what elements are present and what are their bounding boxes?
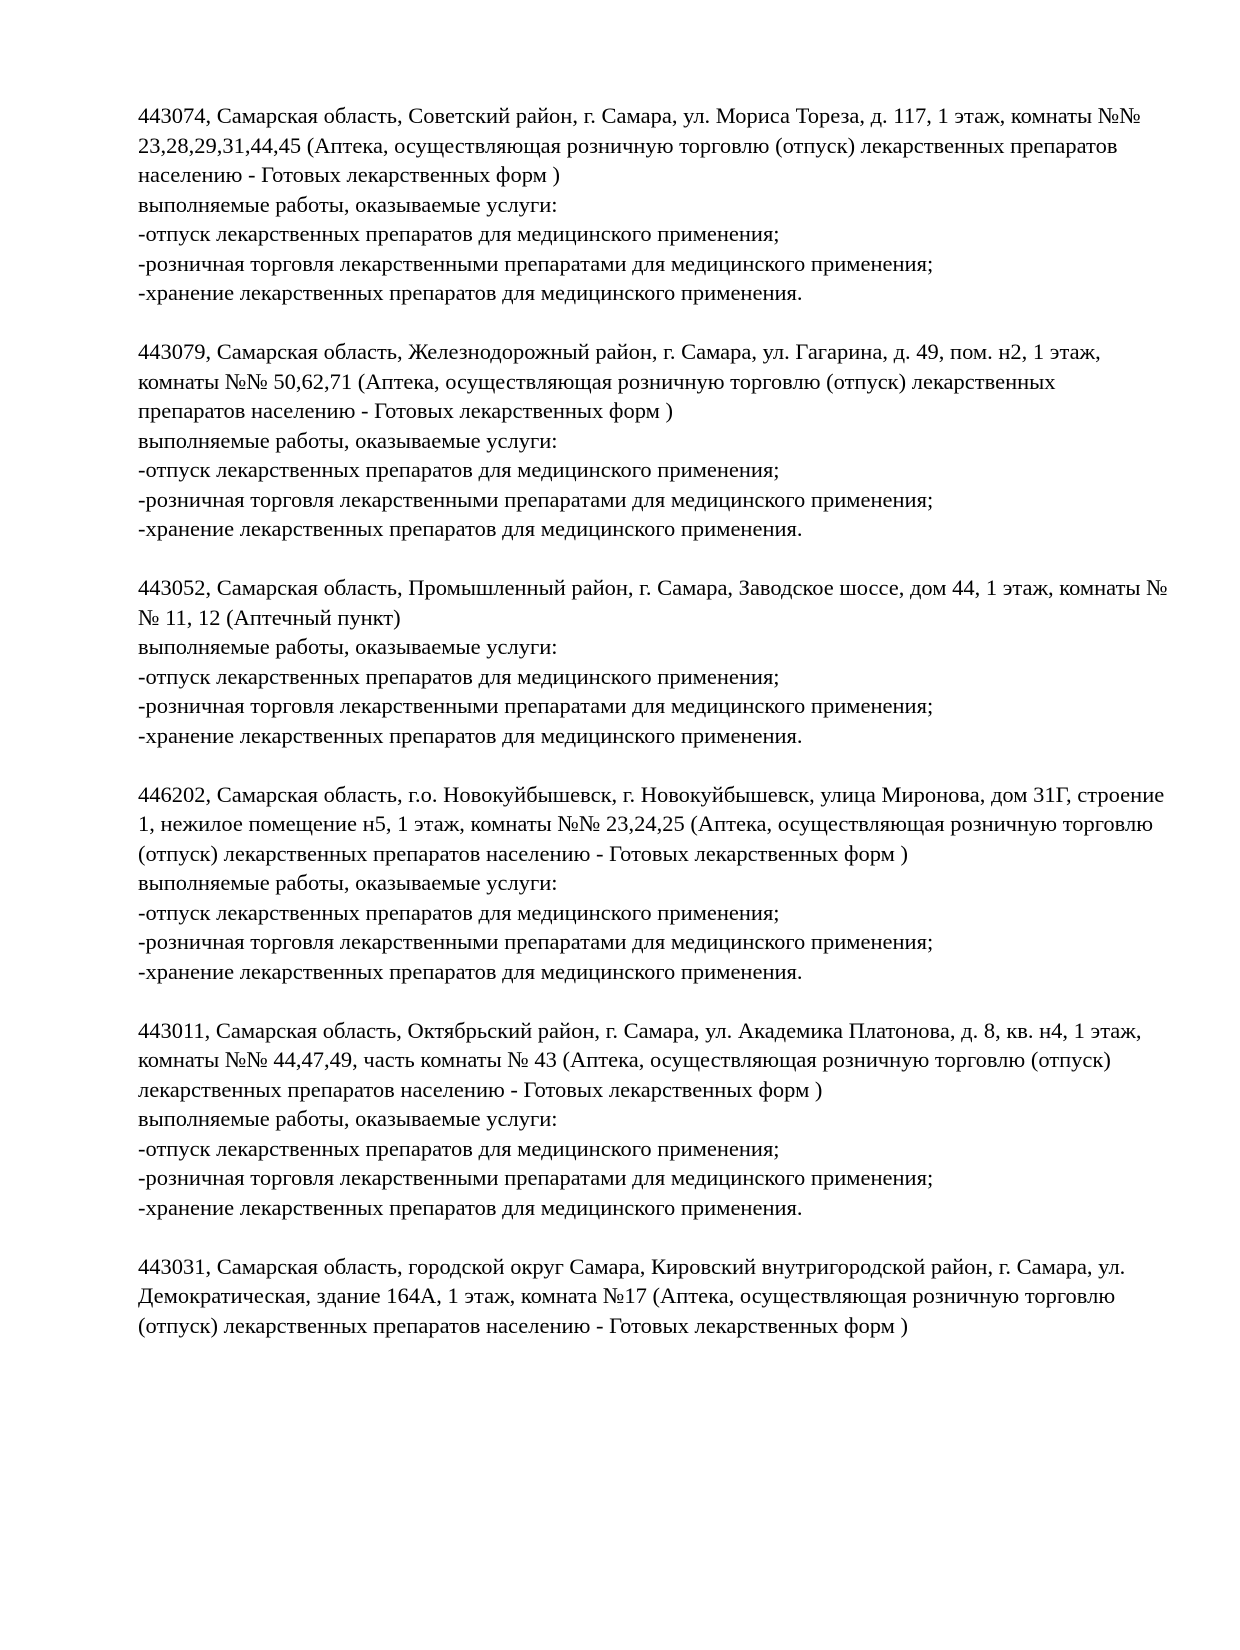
entry-service-item: -розничная торговля лекарственными препаратами для медицинского применения; (138, 250, 934, 276)
entry-address: 443031, Самарская область, городской округ Самара, Кировский внутригородской район, г. Самара, ул. Демократическая, здание 164А, 1 этаж, комната №17 (Аптека, осуществляющая розничную торговлю (отпуск) лекарственных препаратов населению - Готовых лекарственных форм ) (138, 1253, 1126, 1338)
pharmacy-entry (138, 101, 1168, 308)
entry-service-item: -отпуск лекарственных препаратов для медицинского применения; (138, 457, 780, 482)
entry-service-item: -хранение лекарственных препаратов для медицинского применения. (138, 958, 803, 984)
pharmacy-entry (138, 1252, 1168, 1341)
entries-list (138, 101, 1168, 1340)
entry-address: 443079, Самарская область, Железнодорожный район, г. Самара, ул. Гагарина, д. 49, пом. н2, 1 этаж, комнаты №№ 50,62,71 (Аптека, осуществляющая розничную торговлю (отпуск) лекарственных препаратов населению - Готовых лекарственных форм ) (138, 339, 1101, 423)
entry-services-header: выполняемые работы, оказываемые услуги: (138, 634, 558, 659)
entry-address: 443011, Самарская область, Октябрьский район, г. Самара, ул. Академика Платонова, д. 8, кв. н4, 1 этаж, комнаты №№ 44,47,49, часть комнаты № 43 (Аптека, осуществляющая розничную торговлю (отпуск) лекарственных препаратов населению - Готовых лекарственных форм ) (138, 1017, 1142, 1102)
entry-services (138, 455, 1168, 544)
entry-service-item: -отпуск лекарственных препаратов для медицинского применения; (138, 221, 780, 246)
pharmacy-entry (138, 573, 1168, 750)
entry-service-item: -хранение лекарственных препаратов для медицинского применения. (138, 722, 803, 748)
entry-address: 443052, Самарская область, Промышленный район, г. Самара, Заводское шоссе, дом 44, 1 этаж, комнаты №№ 11, 12 (Аптечный пункт) (138, 575, 1168, 630)
entry-services-header: выполняемые работы, оказываемые услуги: (138, 427, 558, 453)
entry-service-item: -хранение лекарственных препаратов для медицинского применения. (138, 1194, 803, 1220)
entry-service-item: -розничная торговля лекарственными препаратами для медицинского применения; (138, 929, 934, 954)
pharmacy-entry (138, 1016, 1168, 1223)
entry-service-item: -розничная торговля лекарственными препаратами для медицинского применения; (138, 1165, 934, 1190)
entry-services (138, 219, 1168, 308)
entry-service-item: -хранение лекарственных препаратов для медицинского применения. (138, 516, 803, 541)
entry-services-header: выполняемые работы, оказываемые услуги: (138, 1106, 558, 1131)
entry-services (138, 662, 1168, 751)
entry-service-item: -отпуск лекарственных препаратов для медицинского применения; (138, 899, 780, 925)
entry-service-item: -отпуск лекарственных препаратов для медицинского применения; (138, 1135, 780, 1161)
entry-services (138, 1134, 1168, 1223)
entry-services (138, 898, 1168, 987)
entry-service-item: -хранение лекарственных препаратов для медицинского применения. (138, 280, 803, 305)
entry-services-header: выполняемые работы, оказываемые услуги: (138, 191, 558, 217)
entry-address: 446202, Самарская область, г.о. Новокуйбышевск, г. Новокуйбышевск, улица Миронова, дом 31Г, строение 1, нежилое помещение н5, 1 этаж, комнаты №№ 23,24,25 (Аптека, осуществляющая розничную торговлю (отпуск) лекарственных препаратов населению - Готовых лекарственных форм ) (138, 781, 1165, 866)
pharmacy-entry (138, 337, 1168, 544)
pharmacy-entry (138, 780, 1168, 987)
entry-services-header: выполняемые работы, оказываемые услуги: (138, 870, 558, 895)
entry-address: 443074, Самарская область, Советский район, г. Самара, ул. Мориса Тореза, д. 117, 1 этаж, комнаты №№ 23,28,29,31,44,45 (Аптека, осуществляющая розничную торговлю (отпуск) лекарственных препаратов населению - Готовых лекарственных форм ) (138, 103, 1141, 187)
entry-service-item: -розничная торговля лекарственными препаратами для медицинского применения; (138, 693, 934, 718)
entry-service-item: -отпуск лекарственных препаратов для медицинского применения; (138, 663, 780, 689)
entry-service-item: -розничная торговля лекарственными препаратами для медицинского применения; (138, 486, 934, 512)
